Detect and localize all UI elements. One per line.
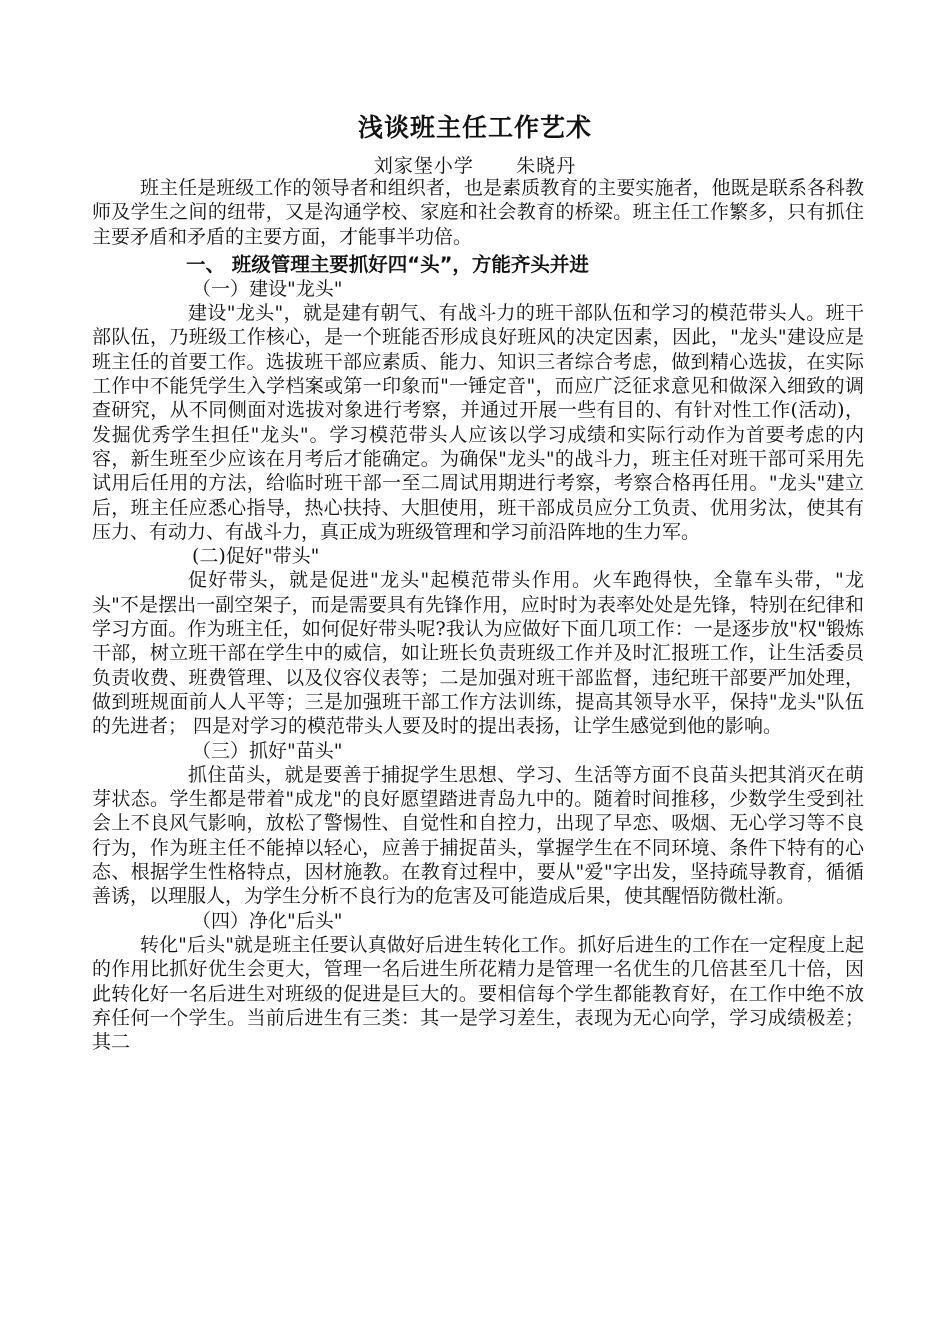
intro-paragraph: 班主任是班级工作的领导者和组织者，也是素质教育的主要实施者，他既是联系各科教师及学生之间的纽带，又是沟通学校、家庭和社会教育的桥梁。班主任工作繁多，只有抓住主要矛盾和矛盾的主要方面，才能事半功倍。 (92, 177, 864, 248)
subsection-1-paragraph: 建设"龙头"，就是建有朝气、有战斗力的班干部队伍和学习的模范带头人。班干部队伍，乃班级工作核心，是一个班能否形成良好班风的决定因素，因此，"龙头"建设应是班主任的首要工作。选拔班干部应素质、能力、知识三者综合考虑，做到精心选拔，在实际工作中不能凭学生入学档案或第一印象而"一锤定音"，而应广泛征求意见和做深入细致的调查研究，从不同侧面对选拔对象进行考察，并通过开展一些有目的、有针对性工作(活动)，发掘优秀学生担任"龙头"。学习模范带头人应该以学习成绩和实际行动作为首要考虑的内容，新生班至少应该在月考后才能确定。为确保"龙头"的战斗力，班主任对班干部可采用先试用后任用的方法，给临时班干部一至二周试用期进行考察，考察合格再任用。"龙头"建立后，班主任应悉心指导，热心扶持、大胆使用，班干部成员应分工负责、优用劣汰，使其有压力、有动力、有战斗力，真正成为班级管理和学习前沿阵地的生力军。 (92, 302, 864, 543)
subsection-3-paragraph: 抓住苗头，就是要善于捕捉学生思想、学习、生活等方面不良苗头把其消灭在萌芽状态。学生都是带着"成龙"的良好愿望踏进青岛九中的。随着时间推移，少数学生受到社会上不良风气影响，放松了警惕性、自觉性和自控力，出现了早恋、吸烟、无心学习等不良行为，作为班主任不能掉以轻心，应善于捕捉苗头，掌握学生在不同环境、条件下特有的心态、根据学生性格特点，因材施教。在教育过程中，要从"爱"字出发，坚持疏导教育，循循善诱，以理服人，为学生分析不良行为的危害及可能造成后果，使其醒悟防微杜渐。 (92, 763, 864, 908)
subsection-2-paragraph: 促好带头，就是促进"龙头"起模范带头作用。火车跑得快，全靠车头带，"龙头"不是摆出一副空架子，而是需要具有先锋作用，应时时为表率处处是先锋，特别在纪律和学习方面。作为班主任，如何促好带头呢?我认为应做好下面几项工作：一是逐步放"权"锻炼干部，树立班干部在学生中的威信，如让班长负责班级工作并及时汇报班工作，让生活委员负责收费、班费管理、以及仪容仪表等；二是加强对班干部监督，违纪班干部要严加处理，做到班规面前人人平等；三是加强班干部工作方法训练，提高其领导水平，保持"龙头"队伍的先进者； 四是对学习的模范带头人要及时的提出表扬，让学生感觉到他的影响。 (92, 569, 864, 738)
section-1-heading: 一、 班级管理主要抓好四“头”，方能齐头并进 (186, 252, 589, 276)
author-byline: 刘家堡小学 朱晓丹 (373, 155, 577, 177)
subsection-1-heading: （一）建设"龙头" (192, 277, 343, 300)
subsection-4-paragraph: 转化"后头"就是班主任要认真做好后进生转化工作。抓好后进生的工作在一定程度上起的作用比抓好优生会更大，管理一名后进生所花精力是管理一名优生的几倍甚至几十倍，因此转化好一名后进生对班级的促进是巨大的。要相信每个学生都能教育好，在工作中绝不放弃任何一个学生。当前后进生有三类：其一是学习差生，表现为无心向学，学习成绩极差；其二 (92, 933, 864, 1054)
document-title: 浅谈班主任工作艺术 (357, 113, 592, 142)
document-body (92, 176, 864, 1054)
subsection-2-heading: (二)促好"带头" (192, 545, 320, 568)
subsection-4-heading: （四）净化"后头" (192, 909, 343, 932)
subsection-3-heading: （三）抓好"苗头" (192, 739, 343, 762)
